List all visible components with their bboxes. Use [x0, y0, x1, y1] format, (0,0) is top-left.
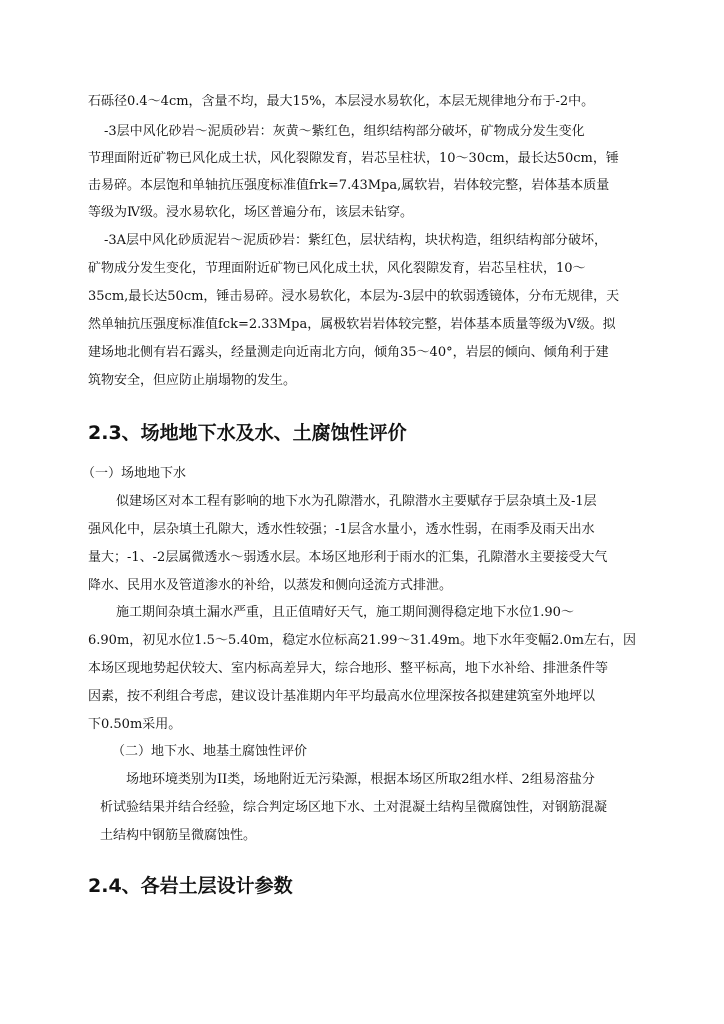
subsection-heading: （一）场地地下水: [82, 466, 187, 481]
text-line: 量大；-1、-2层属微透水～弱透水层。本场区地形利于雨水的汇集，孔隙潜水主要接受大气: [88, 550, 608, 565]
text-line: 似建场区对本工程有影响的地下水为孔隙潜水，孔隙潜水主要赋存于层杂填土及-1层: [116, 494, 597, 509]
text-line: 土结构中钢筋呈微腐蚀性。: [100, 828, 257, 843]
text-line: 下0.50m采用。: [88, 717, 182, 732]
text-line: -3层中风化砂岩～泥质砂岩：灰黄～紫红色，组织结构部分破坏，矿物成分发生变化: [104, 124, 585, 139]
text-line: 析试验结果并结合经验，综合判定场区地下水、土对混凝土结构呈微腐蚀性，对钢筋混凝: [100, 800, 608, 815]
text-line: 施工期间杂填土漏水严重，且正值晴好天气，施工期间测得稳定地下水位1.90～: [116, 605, 574, 620]
text-line: 降水、民用水及管道渗水的补给，以蒸发和侧向迳流方式排泄。: [88, 578, 453, 593]
text-line: 石砾径0.4～4cm，含量不均，最大15%，本层浸水易软化，本层无规律地分布于-2中。: [88, 94, 595, 109]
text-line: 本场区现地势起伏较大、室内标高差异大，综合地形、整平标高，地下水补给、排泄条件等: [88, 661, 609, 676]
text-line: 筑物安全，但应防止崩塌物的发生。: [88, 373, 297, 388]
text-line: 矿物成分发生变化，节理面附近矿物已风化成土状，风化裂隙发育，岩芯呈柱状，10～: [88, 261, 586, 276]
section-heading-2-4: 2.4、各岩土层设计参数: [88, 875, 293, 897]
text-line: 6.90m，初见水位1.5～5.40m，稳定水位标高21.99～31.49m。地下水年变幅2.0m左右，因: [88, 633, 636, 648]
text-line: 建场地北侧有岩石露头，经量测走向近南北方向，倾角35～40°，岩层的倾向、倾角利于建: [88, 345, 609, 360]
subsection-heading: （二）地下水、地基土腐蚀性评价: [112, 744, 308, 759]
text-line: 然单轴抗压强度标准值fck=2.33Mpa，属极软岩岩体较完整，岩体基本质量等级为Ⅴ级。拟: [88, 317, 616, 332]
text-line: -3A层中风化砂质泥岩～泥质砂岩：紫红色，层状结构，块状构造，组织结构部分破坏，: [104, 233, 608, 248]
section-heading-2-3: 2.3、场地地下水及水、土腐蚀性评价: [88, 422, 407, 444]
text-line: 35cm,最长达50cm，锤击易碎。浸水易软化，本层为-3层中的软弱透镜体，分布无规律，天: [88, 289, 620, 304]
text-line: 节理面附近矿物已风化成土状，风化裂隙发育，岩芯呈柱状，10～30cm，最长达50cm，锤: [88, 151, 619, 166]
text-line: 场地环境类别为II类，场地附近无污染源，根据本场区所取2组水样、2组易溶盐分: [126, 772, 595, 787]
text-line: 因素，按不利组合考虑，建议设计基准期内年平均最高水位埋深按各拟建建筑室外地坪以: [88, 689, 596, 704]
text-line: 击易碎。本层饱和单轴抗压强度标准值frk=7.43Mpa,属软岩，岩体较完整，岩体基本质量: [88, 178, 610, 193]
text-line: 等级为Ⅳ级。浸水易软化，场区普遍分布，该层未钻穿。: [88, 205, 413, 220]
text-line: 强风化中，层杂填土孔隙大，透水性较强；-1层含水量小，透水性弱，在雨季及雨天出水: [88, 522, 595, 537]
